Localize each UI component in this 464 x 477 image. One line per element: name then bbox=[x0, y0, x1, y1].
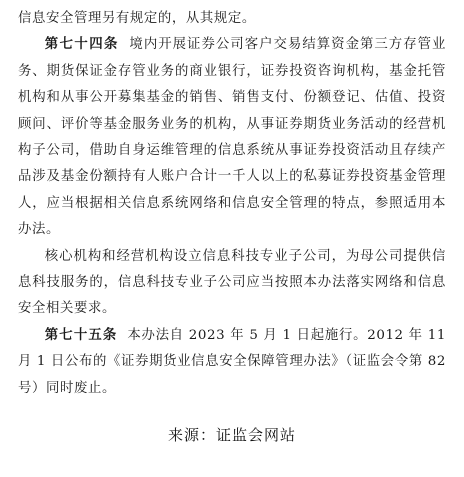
article-74-number: 第七十四条 bbox=[44, 37, 119, 53]
article-74-paragraph-2: 核心机构和经营机构设立信息科技专业子公司，为母公司提供信息科技服务的，信息科技专业子公司应当按照本办法落实网络和信息安全相关要求。 bbox=[18, 248, 446, 317]
source-caption: 来源：证监会网站 bbox=[167, 426, 296, 445]
article-75-number: 第七十五条 bbox=[44, 327, 118, 343]
article-74 bbox=[18, 32, 446, 243]
paragraph-previous: 信息安全管理另有规定的，从其规定。 bbox=[18, 11, 256, 26]
article-75-text: 本办法自 2023 年 5 月 1 日起施行。2012 年 11 月 1 日公布的《证券期货业信息安全保障管理办法》（证监会令第 82 号）同时废止。 bbox=[18, 327, 446, 396]
article-74-text: 境内开展证券公司客户交易结算资金第三方存管业务、期货保证金存管业务的商业银行，证券投资咨询机构，基金托管机构和从事公开募集基金的销售、销售支付、份额登记、估值、投资顾问、评价等基金服务业务的机构，从事证券期货业务活动的经营机构子公司，借助自身运维管理的信息系统从事证券投资活动且存续产品涉及基金份额持有人账户合计一千人以上的私募证券投资基金管理人，应当根据相关信息系统网络和信息安全管理的特点，参照适用本办法。 bbox=[18, 37, 447, 238]
article-75 bbox=[18, 323, 446, 402]
